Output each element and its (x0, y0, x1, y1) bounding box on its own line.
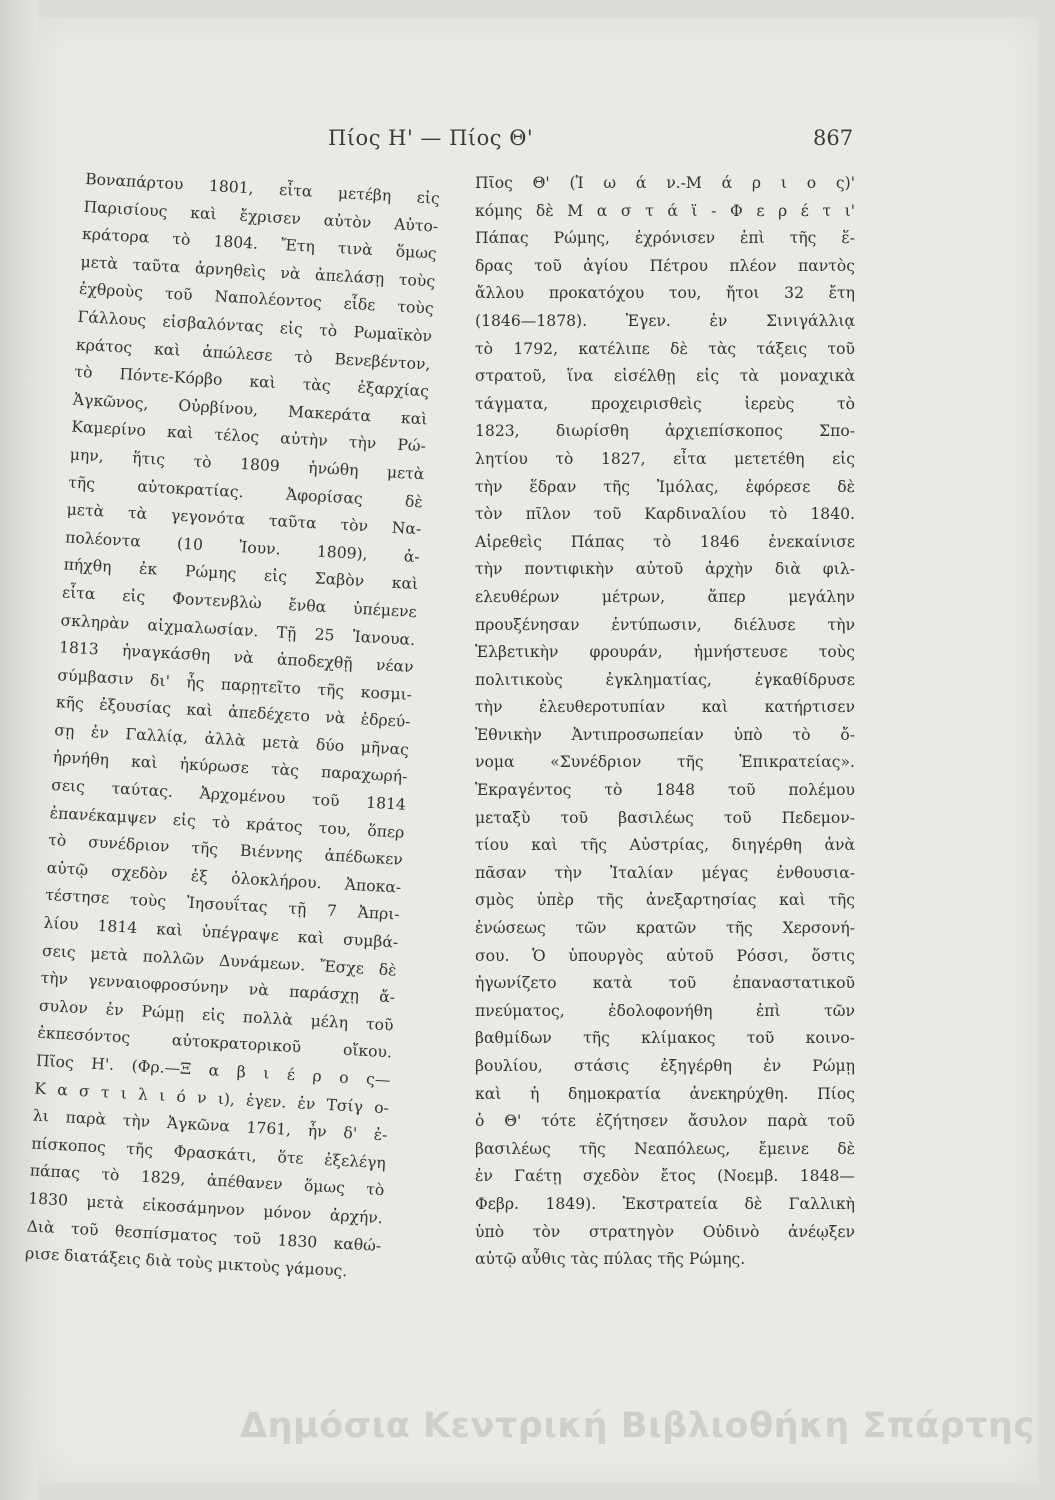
text-line: τὴν ποντιφικὴν αὐτοῦ ἀρχὴν διὰ φιλ- (475, 560, 855, 579)
right-column (475, 170, 855, 1274)
text-line: καὶ ἡ δημοκρατία ἀνεκηρύχθη. Πίος (475, 1084, 855, 1103)
text-line: τάγματα, προχειρισθεὶς ἱερεὺς τὸ (475, 394, 855, 413)
text-line: κῆς ἐξουσίας καὶ ἀπεδέχετο νὰ ἑδρεύ- (55, 693, 411, 732)
text-line: Αἱρεθεὶς Πάπας τὸ 1846 ἐνεκαίνισε (475, 532, 855, 551)
text-line: κόμης δὲ Μ α σ τ ά ϊ - Φ ε ρ έ τ ι' (475, 201, 855, 220)
text-line: ἐν Γαέτῃ σχεδὸν ἔτος (Νοεμβ. 1848— (475, 1167, 855, 1186)
text-line: τέστησε τοὺς Ἰησουΐτας τῇ 7 Ἀπρι- (44, 886, 401, 925)
text-line: ρισε διατάξεις διὰ τοὺς μικτοὺς γάμους. (24, 1244, 348, 1281)
text-line: σῃ ἐν Γαλλίᾳ, ἀλλὰ μετὰ δύο μῆνας (53, 721, 410, 759)
text-line: πολιτικοὺς ἐγκληματίας, ἐγκαθίδρυσε (475, 670, 855, 689)
text-line: ἐκπεσόντος αὐτοκρατορικοῦ οἴκου. (37, 1024, 393, 1062)
text-line: (1846—1878). Ἐγεν. ἐν Σινιγάλλιᾳ (475, 311, 855, 330)
text-line: τὸν πῖλον τοῦ Καρδιναλίου τὸ 1840. (475, 505, 855, 524)
text-line: τίου καὶ τῆς Αὐστρίας, διηγέρθη ἀνὰ (475, 836, 855, 855)
text-line: μεταξὺ τοῦ βασιλέως τοῦ Πεδεμον- (475, 808, 855, 827)
running-head: Πίος Η' — Πίος Θ' (328, 126, 534, 150)
text-line: πίσκοπος τῆς Φρασκάτι, ὅτε ἐξελέγη (30, 1134, 387, 1173)
text-line: στρατοῦ, ἵνα εἰσέλθῃ εἰς τὰ μοναχικὰ (475, 367, 855, 386)
text-line: ἠρνήθη καὶ ἠκύρωσε τὰς παραχωρή- (52, 748, 408, 787)
text-line: τὸ 1792, κατέλιπε δὲ τὰς τάξεις τοῦ (475, 339, 855, 358)
text-line: λι παρὰ τὴν Ἀγκῶνα 1761, ἦν δ' ἐ- (32, 1106, 388, 1145)
text-line: μην, ἥτις τὸ 1809 ἡνώθη μετὰ (69, 445, 425, 484)
text-line: τῆς αὐτοκρατίας. Ἀφορίσας δὲ (67, 473, 424, 511)
text-line: 1830 μετὰ εἰκοσάμηνον μόνον ἀρχήν. (27, 1189, 384, 1228)
text-line: Φεβρ. 1849). Ἐκστρατεία δὲ Γαλλικὴ (475, 1194, 855, 1213)
text-line: κράτορα τὸ 1804. Ἔτη τινὰ ὅμως (81, 225, 438, 263)
text-line: πᾶσαν τὴν Ἰταλίαν μέγας ἐνθουσια- (475, 863, 855, 882)
text-line: δρας τοῦ ἁγίου Πέτρου πλέον παντὸς (475, 256, 855, 275)
book-page (24, 18, 1038, 1483)
text-line: βουλίου, στάσις ἐξηγέρθη ἐν Ρώμῃ (475, 1057, 855, 1075)
text-line: ἐπανέκαμψεν εἰς τὸ κράτος του, ὅπερ (49, 803, 405, 842)
library-watermark: Δημόσια Κεντρική Βιβλιοθήκη Σπάρτης (240, 1406, 1035, 1446)
text-line: ἐχθροὺς τοῦ Ναπολέοντος εἶδε τοὺς (78, 280, 435, 318)
text-line: ὑπὸ τὸν στρατηγὸν Οὐδινὸ ἀνέῳξεν (475, 1222, 855, 1241)
text-line: Ἐθνικὴν Ἀντιπροσωπείαν ὑπὸ τὸ ὄ- (475, 725, 855, 744)
text-line: Πῖος Η'. (Φρ.—Ξ α β ι έ ρ ο ς— (35, 1051, 391, 1090)
text-line: μετὰ τὰ γεγονότα ταῦτα τὸν Να- (66, 500, 422, 539)
text-line: σμὸς ὑπὲρ τῆς ἀνεξαρτησίας καὶ τῆς (475, 891, 855, 910)
page-number: 867 (813, 126, 854, 150)
text-line: σου. Ὁ ὑπουργὸς αὐτοῦ Ρόσσι, ὅστις (475, 946, 855, 965)
text-line: αὐτῷ αὖθις τὰς πύλας τῆς Ρώμης. (475, 1250, 746, 1269)
text-line: μετὰ ταῦτα ἀρνηθεὶς νὰ ἀπελάσῃ τοὺς (80, 252, 436, 291)
text-line: ἄλλου προκατόχου του, ἤτοι 32 ἔτη (475, 284, 855, 303)
text-line: λίου 1814 καὶ ὑπέγραψε καὶ συμβά- (43, 913, 399, 952)
text-line: σεις μετὰ πολλῶν Δυνάμεων. Ἔσχε δὲ (41, 941, 398, 980)
text-line: Κ α σ τ ι λ ι ό ν ι), ἐγεν. ἐν Τσίγ ο- (33, 1079, 390, 1117)
text-line: σύμβασιν δι' ἧς παρῃτεῖτο τῆς κοσμι- (57, 665, 413, 704)
text-line: Ἀγκῶνος, Οὐρβίνου, Μακεράτα καὶ (72, 390, 428, 429)
text-line: ὁ Θ' τότε ἐζήτησεν ἄσυλον παρὰ τοῦ (475, 1112, 855, 1131)
text-line: Καμερίνο καὶ τέλος αὐτὴν τὴν Ρώ- (70, 417, 427, 456)
text-line: λητίου τὸ 1827, εἶτα μετετέθη εἰς (475, 449, 855, 468)
text-line: τὸ συνέδριον τῆς Βιέννης ἀπέδωκεν (47, 831, 404, 869)
text-line: τὴν ἐλευθεροτυπίαν καὶ κατήρτισεν (475, 698, 855, 717)
text-line: Βοναπάρτου 1801, εἶτα μετέβη εἰς (84, 169, 441, 208)
text-line: 1813 ἠναγκάσθη νὰ ἀποδεχθῇ νέαν (58, 638, 415, 677)
text-line: ἑνώσεως τῶν κρατῶν τῆς Χερσονή- (475, 919, 855, 938)
text-line: Ἐκραγέντος τὸ 1848 τοῦ πολέμου (475, 781, 855, 800)
left-column (24, 166, 440, 1288)
text-line: κράτος καὶ ἀπώλεσε τὸ Βενεβέντον, (75, 335, 431, 374)
text-line: Ἑλβετικὴν φρουράν, ἠμνήστευσε τοὺς (475, 643, 855, 662)
text-line: σεις ταύτας. Ἀρχομένου τοῦ 1814 (50, 776, 407, 814)
text-line: προυξένησαν ἐντύπωσιν, διέλυσε τὴν (475, 615, 855, 634)
text-line: βαθμίδων τῆς κλίμακος τοῦ κοινο- (475, 1029, 855, 1048)
text-line: Πῖος Θ' (Ἰ ω ά ν.-Μ ά ρ ι ο ς)' (475, 174, 855, 192)
text-line: πήχθη ἐκ Ρώμης εἰς Σαβὸν καὶ (63, 555, 419, 594)
text-line: εἶτα εἰς Φοντενβλὼ ἔνθα ὑπέμενε (61, 583, 418, 622)
text-line: Διὰ τοῦ θεσπίσματος τοῦ 1830 καθώ- (26, 1216, 382, 1255)
text-line: σκληρὰν αἰχμαλωσίαν. Τῇ 25 Ἰανουα. (60, 610, 416, 649)
text-line: πολέοντα (10 Ἰουν. 1809), ἀ- (64, 528, 421, 566)
text-line: ἠγωνίζετο κατὰ τοῦ ἐπαναστατικοῦ (475, 974, 855, 993)
text-line: αὐτῷ σχεδὸν ἐξ ὁλοκλήρου. Ἀποκα- (46, 858, 402, 897)
text-line: Παρισίους καὶ ἔχρισεν αὐτὸν Αὐτο- (83, 197, 439, 236)
text-line: τὴν ἕδραν τῆς Ἰμόλας, ἐφόρεσε δὲ (475, 477, 855, 496)
text-line: Γάλλους εἰσβαλόντας εἰς τὸ Ρωμαϊκὸν (77, 307, 433, 346)
scan-edge (0, 0, 38, 1500)
text-line: πνεύματος, ἐδολοφονήθη ἐπὶ τῶν (475, 1001, 855, 1020)
text-line: τὴν γενναιοφροσύνην νὰ παράσχῃ ἄ- (40, 968, 396, 1007)
text-line: 1823, διωρίσθη ἀρχιεπίσκοπος Σπο- (475, 422, 855, 441)
text-line: πάπας τὸ 1829, ἀπέθανεν ὅμως τὸ (29, 1161, 385, 1200)
text-line: νομα «Συνέδριον τῆς Ἐπικρατείας». (475, 753, 855, 772)
text-line: Πάπας Ρώμης, ἐχρόνισεν ἐπὶ τῆς ἕ- (475, 229, 855, 248)
text-line: βασιλέως τῆς Νεαπόλεως, ἔμεινε δὲ (475, 1139, 855, 1158)
text-line: τὸ Πόντε-Κόρβο καὶ τὰς ἐξαρχίας (73, 362, 430, 401)
text-line: ελευθέρων μέτρων, ἅπερ μεγάλην (475, 587, 855, 606)
text-line: συλον ἐν Ρώμῃ εἰς πολλὰ μέλη τοῦ (38, 996, 395, 1035)
